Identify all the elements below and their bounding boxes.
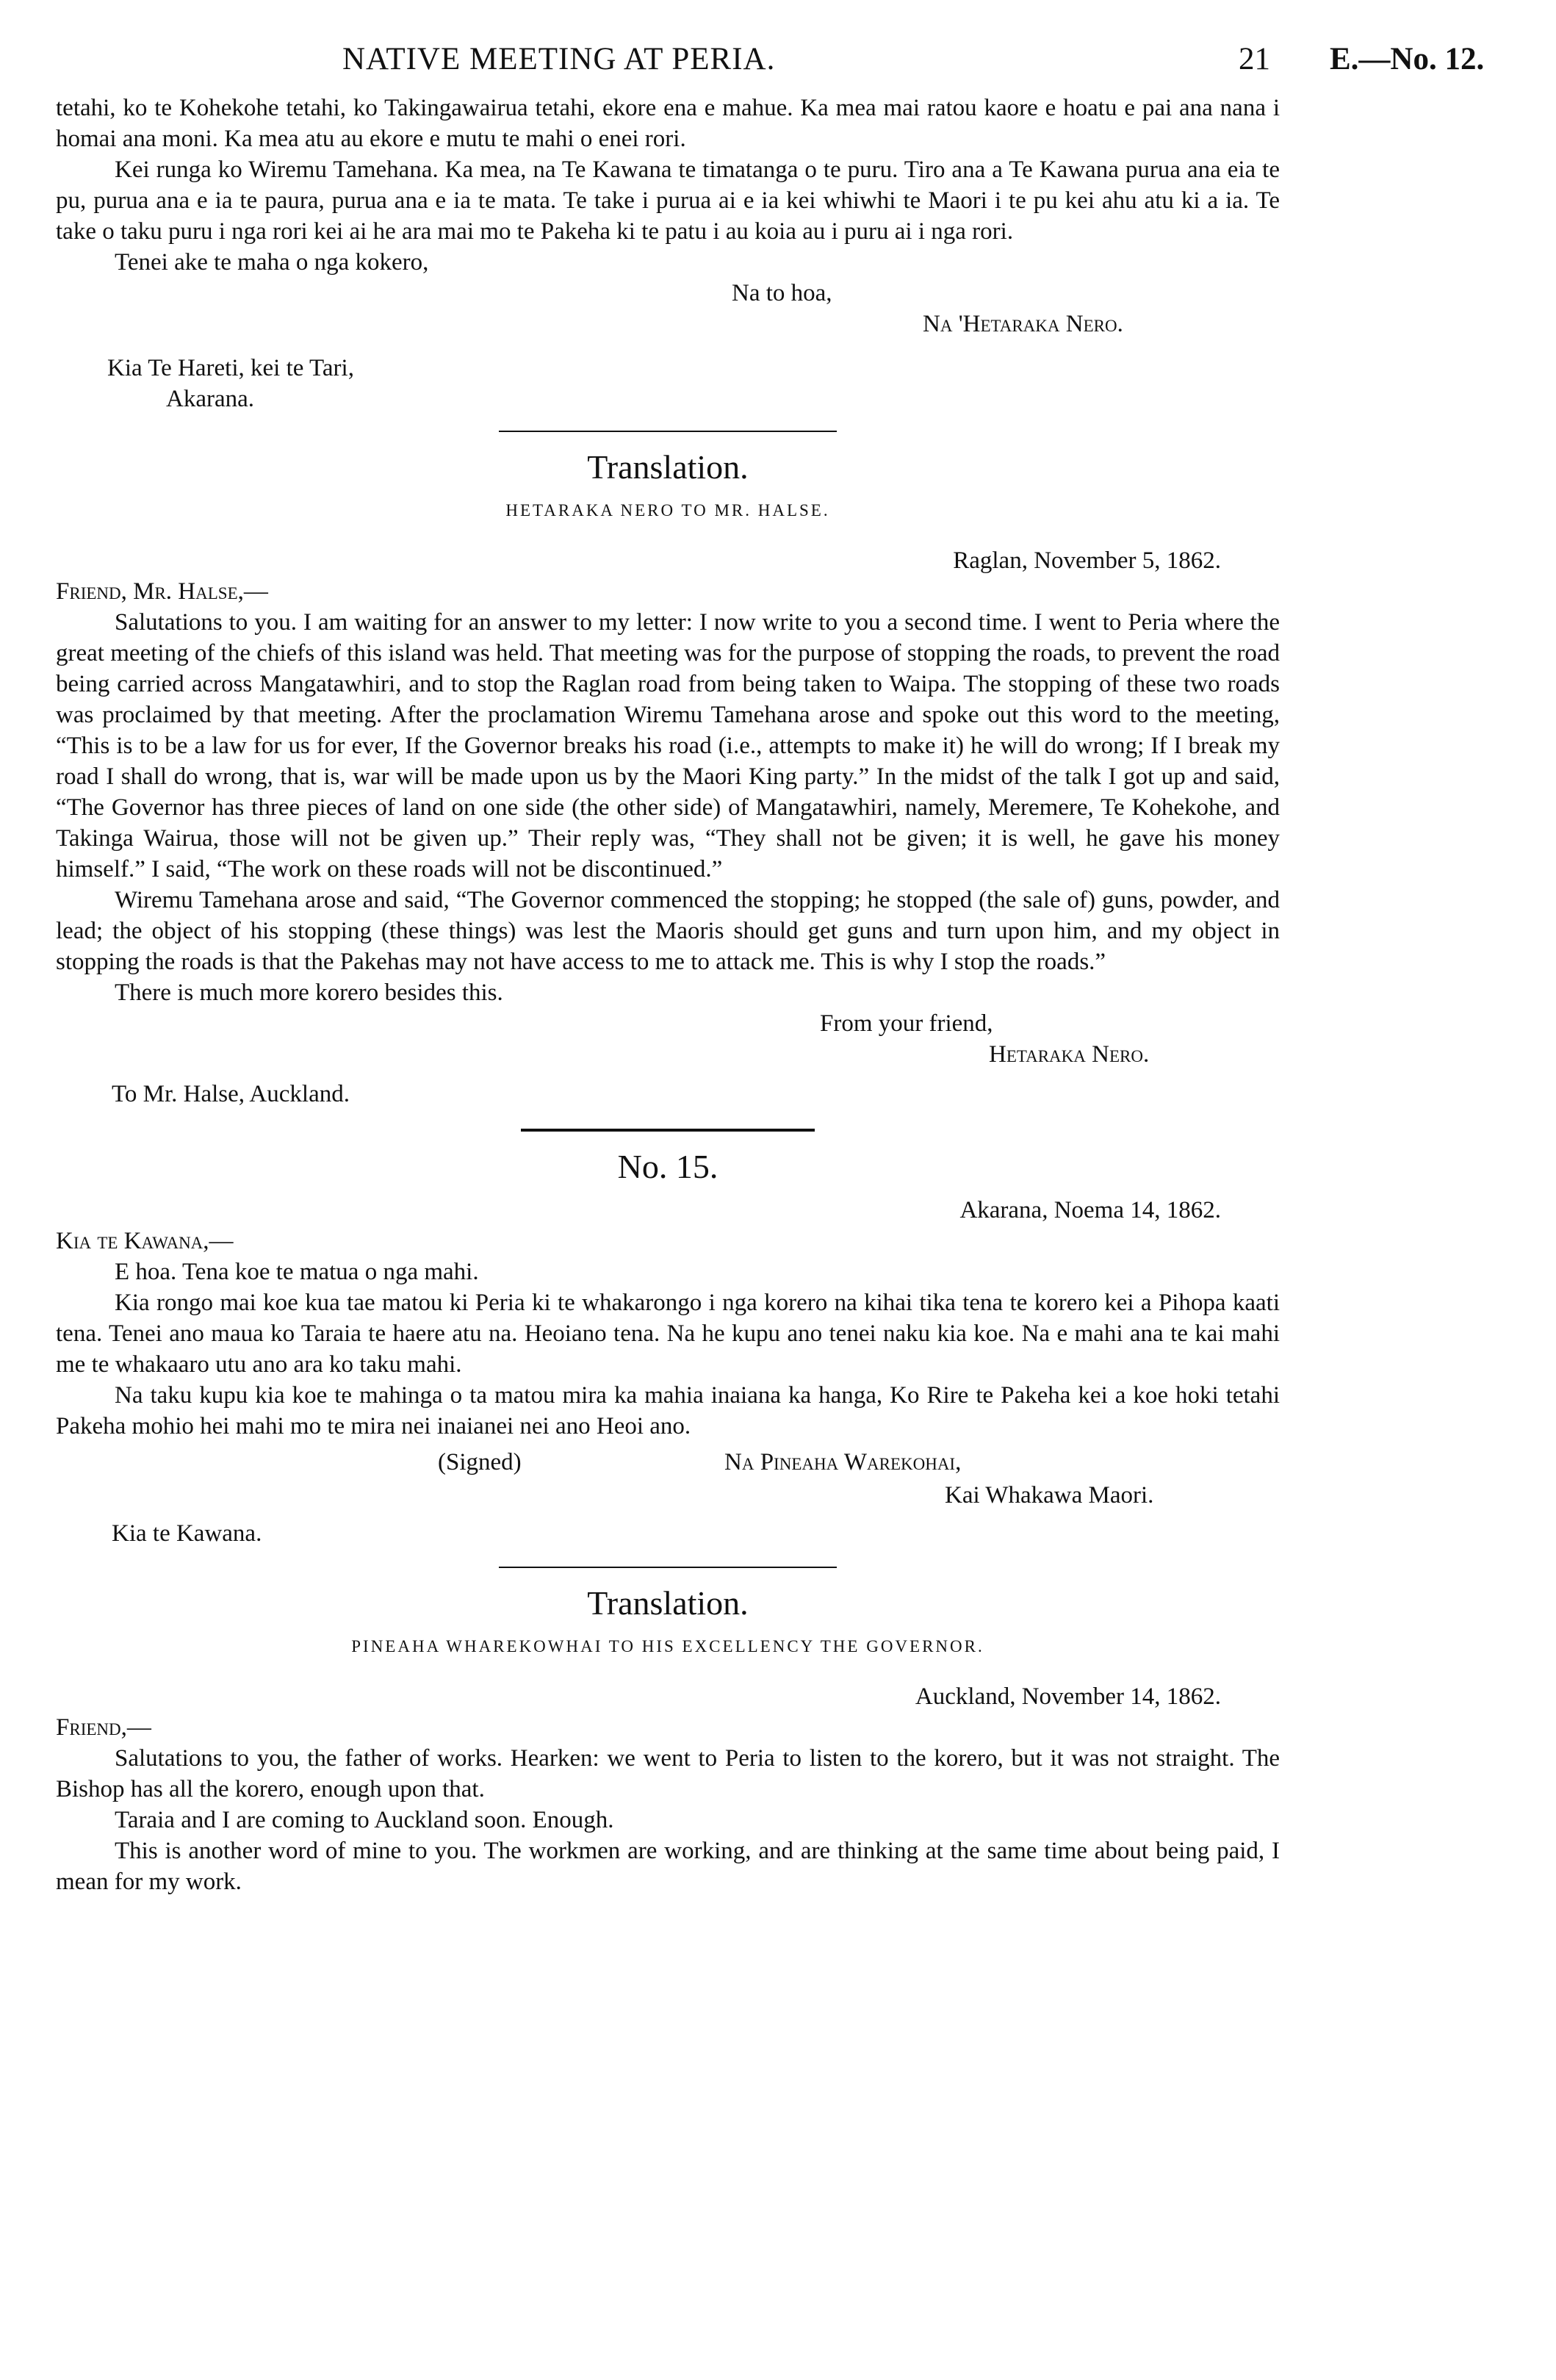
letter-signature: Na 'Hetaraka Nero. <box>923 311 1123 337</box>
letter-closing: From your friend, <box>820 1010 993 1037</box>
dateline: Raglan, November 5, 1862. <box>953 547 1221 574</box>
signature-title: Kai Whakawa Maori. <box>945 1482 1154 1509</box>
translation-pineaha <box>56 1583 1280 1897</box>
letter-address: Kia Te Hareti, kei te Tari, <box>107 355 354 381</box>
salutation: Kia te Kawana,— <box>56 1228 234 1254</box>
letter-paragraph: E hoa. Tena koe te matua o nga mahi. <box>115 1259 479 1285</box>
letter-no-15 <box>56 1146 1280 1549</box>
letter-paragraph: Tenei ake te maha o nga kokero, <box>115 249 429 276</box>
letter-signature: Na Pineaha Warekohai, <box>724 1449 962 1475</box>
translation-hetaraka <box>56 447 1280 1110</box>
letter-paragraph: There is much more korero besides this. <box>115 979 503 1006</box>
page-title: NATIVE MEETING AT PERIA. <box>342 42 776 76</box>
section-heading: Translation. <box>587 448 749 486</box>
letter-paragraph: Wiremu Tamehana arose and said, “The Governor commenced the stopping; he stopped (the sale of) guns, powder, and lead; the object of his stopping (these things) was lest the Maoris should get guns and turn upon him, and my object in stopping the roads is that the Pakehas may not have access to me to attack me. This is why I stop the roads.” <box>56 887 1280 975</box>
section-heading: Translation. <box>587 1584 749 1622</box>
page-number: 21 <box>1239 42 1270 76</box>
document-page <box>56 41 1485 1897</box>
letter-signature: Hetaraka Nero. <box>989 1041 1150 1068</box>
letter-paragraph: Taraia and I are coming to Auckland soon. Enough. <box>115 1807 614 1833</box>
running-header <box>56 41 1485 93</box>
section-subheading: HETARAKA NERO TO MR. HALSE. <box>505 501 830 519</box>
section-subheading: PINEAHA WHAREKOWHAI TO HIS EXCELLENCY THE GOVERNOR. <box>351 1637 984 1655</box>
letter-paragraph: Kia rongo mai koe kua tae matou ki Peria ki te whakarongo i nga korero na kihai tika tena te korero kei a Pihopa kaati tena. Tenei ano maua ko Taraia te haere atu na. Heoiano tena. Na he kupu ano tenei naku kia koe. Na e mahi ana te kai mahi me te whakaaro utu ano ara ko taku mahi. <box>56 1290 1280 1378</box>
letter-closing: Na to hoa, <box>732 280 832 306</box>
letter-paragraph: Salutations to you. I am waiting for an answer to my letter: I now write to you a second time. I went to Peria where the great meeting of the chiefs of this island was held. That meeting was for the purpose of stopping the roads, to prevent the road being carried across Mangatawhiri, and to stop the Raglan road from being taken to Waipa. The stopping of these two roads was proclaimed by that meeting. After the proclamation Wiremu Tamehana arose and spoke out this word to the meeting, “This is to be a law for us for ever, If the Governor breaks his road (i.e., attempts to make it) he will do wrong; If I break my road I shall do wrong, that is, war will be made upon us by the Maori King party.” In the midst of the talk I got up and said, “The Governor has three pieces of land on one side (the other side) of Mangatawhiri, namely, Meremere, Te Kohekohe, and Takinga Wairua, those will not be given up.” Their reply was, “They shall not be given; it is well, he gave his money himself.” I said, “The work on these roads will not be discontinued.” <box>56 609 1280 882</box>
salutation: Friend,— <box>56 1714 151 1741</box>
letter-address: Akarana. <box>166 386 255 412</box>
signed-mark: (Signed) <box>438 1449 522 1475</box>
salutation: Friend, Mr. Halse,— <box>56 578 268 605</box>
letter-address: Kia te Kawana. <box>112 1520 262 1547</box>
letter-hetaraka-maori <box>56 93 1280 414</box>
section-heading: No. 15. <box>617 1148 718 1185</box>
dateline: Auckland, November 14, 1862. <box>915 1683 1221 1710</box>
section-divider <box>499 1567 837 1568</box>
letter-paragraph: This is another word of mine to you. The workmen are working, and are thinking at the same time about being paid, I mean for my work. <box>56 1838 1280 1895</box>
section-divider <box>521 1129 815 1132</box>
letter-paragraph: Kei runga ko Wiremu Tamehana. Ka mea, na Te Kawana te timatanga o te puru. Tiro ana a Te Kawana purua ana eia te pu, purua ana e ia te paura, purua ana e ia te mata. Te take i purua ai e ia kei whiwhi te Maori i te pu kei ahu atu ki a ia. Te take o taku puru i nga rori kei ai he ara mai mo te Pakeha ki te patu i au koia au i puru ai i nga rori. <box>56 157 1280 245</box>
letter-address: To Mr. Halse, Auckland. <box>112 1081 350 1107</box>
signed-line <box>56 1449 1280 1480</box>
letter-paragraph: tetahi, ko te Kohekohe tetahi, ko Takingawairua tetahi, ekore ena e mahue. Ka mea mai ratou kaore e hoatu e pai ana nana i homai ana moni. Ka mea atu au ekore e mutu te mahi o enei rori. <box>56 95 1280 152</box>
letter-paragraph: Na taku kupu kia koe te mahinga o ta matou mira ka mahia inaiana ka hanga, Ko Rire te Pakeha kei a koe hoki tetahi Pakeha mohio hei mahi mo te mira nei inaianei nei ano Heoi ano. <box>56 1382 1280 1439</box>
dateline: Akarana, Noema 14, 1862. <box>959 1197 1221 1223</box>
section-divider <box>499 431 837 432</box>
paper-reference: E.—No. 12. <box>1330 42 1485 76</box>
letter-paragraph: Salutations to you, the father of works. Hearken: we went to Peria to listen to the korero, but it was not straight. The Bishop has all the korero, enough upon that. <box>56 1745 1280 1802</box>
